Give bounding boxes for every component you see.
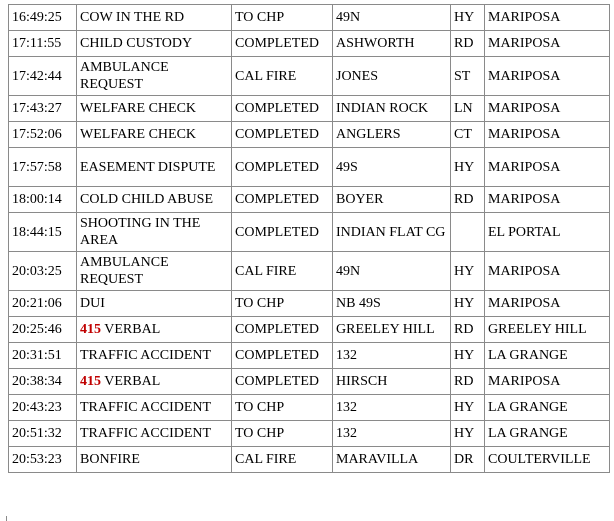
table-row [9,421,610,447]
time-cell: 18:44:15 [9,213,77,252]
city-cell: MARIPOSA [485,369,610,395]
incident-text: TRAFFIC ACCIDENT [80,348,212,363]
incident-cell [77,5,232,31]
street-type-cell: RD [451,31,485,57]
incident-text: VERBAL [101,322,161,337]
incident-code: 415 [80,374,101,389]
street-cell: 49S [333,148,451,187]
table-row [9,31,610,57]
city-cell: MARIPOSA [485,148,610,187]
status-cell: CAL FIRE [232,252,333,291]
street-type-cell: RD [451,369,485,395]
time-cell: 17:11:55 [9,31,77,57]
street-type-cell: HY [451,252,485,291]
time-cell: 17:52:06 [9,122,77,148]
time-cell: 20:25:46 [9,317,77,343]
incident-text: DUI [80,296,105,311]
incident-text: EASEMENT DISPUTE [80,159,216,175]
table-row [9,148,610,187]
incident-cell [77,369,232,395]
status-cell: TO CHP [232,291,333,317]
street-cell: INDIAN ROCK [333,96,451,122]
city-cell: MARIPOSA [485,252,610,291]
status-cell: COMPLETED [232,343,333,369]
table-row [9,317,610,343]
street-type-cell: ST [451,57,485,96]
time-cell: 20:38:34 [9,369,77,395]
time-cell: 20:03:25 [9,252,77,291]
city-cell: EL PORTAL [485,213,610,252]
status-cell: TO CHP [232,395,333,421]
street-type-cell: HY [451,148,485,187]
incident-text: CHILD CUSTODY [80,36,193,51]
street-cell: 132 [333,343,451,369]
street-cell: MARAVILLA [333,447,451,473]
city-cell: LA GRANGE [485,395,610,421]
street-type-cell: DR [451,447,485,473]
status-cell: COMPLETED [232,213,333,252]
status-cell: COMPLETED [232,122,333,148]
time-cell: 16:49:25 [9,5,77,31]
city-cell: MARIPOSA [485,122,610,148]
incident-text: COLD CHILD ABUSE [80,192,214,207]
table-row [9,252,610,291]
incident-text: WELFARE CHECK [80,127,197,142]
incident-text: BONFIRE [80,452,140,467]
city-cell: MARIPOSA [485,96,610,122]
time-cell: 18:00:14 [9,187,77,213]
street-cell: JONES [333,57,451,96]
city-cell: GREELEY HILL [485,317,610,343]
street-cell: GREELEY HILL [333,317,451,343]
incident-text: AMBULANCE REQUEST [80,255,169,287]
incident-text: SHOOTING IN THE AREA [80,216,201,248]
street-type-cell: HY [451,395,485,421]
incident-text: TRAFFIC ACCIDENT [80,400,212,415]
incident-cell [77,317,232,343]
incident-cell [77,57,232,96]
city-cell: MARIPOSA [485,57,610,96]
street-type-cell: HY [451,5,485,31]
status-cell: CAL FIRE [232,57,333,96]
status-cell: COMPLETED [232,148,333,187]
incident-cell [77,31,232,57]
table-row [9,291,610,317]
incident-cell [77,395,232,421]
city-cell: MARIPOSA [485,5,610,31]
street-cell: 132 [333,395,451,421]
table-row [9,187,610,213]
time-cell: 17:57:58 [9,148,77,187]
time-cell: 20:21:06 [9,291,77,317]
incident-text: WELFARE CHECK [80,101,197,116]
page-edge-mark [6,516,7,521]
incident-text: AMBULANCE REQUEST [80,60,169,92]
status-cell: TO CHP [232,5,333,31]
incident-code: 415 [80,322,101,337]
street-type-cell: CT [451,122,485,148]
street-type-cell: HY [451,291,485,317]
table-row [9,122,610,148]
time-cell: 20:43:23 [9,395,77,421]
table-row [9,447,610,473]
city-cell: LA GRANGE [485,343,610,369]
city-cell: LA GRANGE [485,421,610,447]
incident-cell [77,213,232,252]
incident-cell [77,291,232,317]
street-cell: ASHWORTH [333,31,451,57]
status-cell: TO CHP [232,421,333,447]
incident-cell [77,447,232,473]
street-cell: ANGLERS [333,122,451,148]
time-cell: 20:51:32 [9,421,77,447]
city-cell: MARIPOSA [485,291,610,317]
incident-cell [77,187,232,213]
city-cell: MARIPOSA [485,187,610,213]
street-type-cell: RD [451,317,485,343]
incident-log-table [8,4,610,473]
table-row [9,369,610,395]
status-cell: COMPLETED [232,31,333,57]
table-row [9,5,610,31]
table-row [9,395,610,421]
table-row [9,213,610,252]
street-type-cell: RD [451,187,485,213]
street-cell: 132 [333,421,451,447]
incident-log-body [9,5,610,473]
city-cell: COULTERVILLE [485,447,610,473]
street-type-cell: LN [451,96,485,122]
street-cell: INDIAN FLAT CG [333,213,451,252]
incident-cell [77,122,232,148]
street-cell: BOYER [333,187,451,213]
street-cell: 49N [333,252,451,291]
street-cell: 49N [333,5,451,31]
street-type-cell: HY [451,421,485,447]
time-cell: 20:53:23 [9,447,77,473]
incident-text: COW IN THE RD [80,10,185,25]
status-cell: CAL FIRE [232,447,333,473]
incident-text: TRAFFIC ACCIDENT [80,426,212,441]
status-cell: COMPLETED [232,187,333,213]
table-row [9,57,610,96]
incident-cell [77,96,232,122]
incident-log [8,4,610,473]
street-type-cell [451,213,485,252]
table-row [9,96,610,122]
status-cell: COMPLETED [232,369,333,395]
street-type-cell: HY [451,343,485,369]
status-cell: COMPLETED [232,317,333,343]
table-row [9,343,610,369]
city-cell: MARIPOSA [485,31,610,57]
street-cell: NB 49S [333,291,451,317]
incident-text: VERBAL [101,374,161,389]
time-cell: 20:31:51 [9,343,77,369]
incident-cell [77,421,232,447]
time-cell: 17:43:27 [9,96,77,122]
time-cell: 17:42:44 [9,57,77,96]
incident-cell [77,343,232,369]
status-cell: COMPLETED [232,96,333,122]
incident-cell [77,148,232,187]
street-cell: HIRSCH [333,369,451,395]
incident-cell [77,252,232,291]
